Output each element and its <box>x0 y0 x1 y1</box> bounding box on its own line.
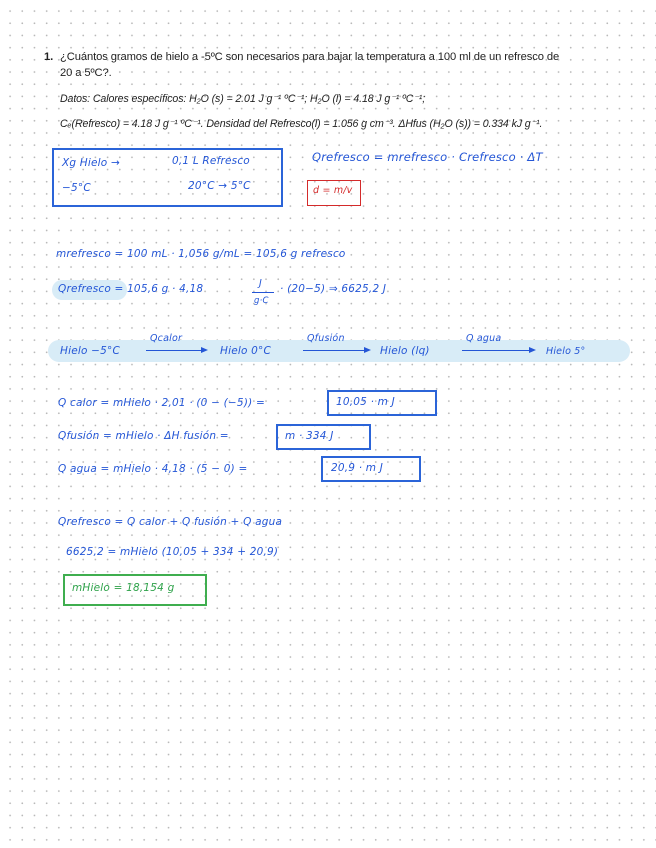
q-refresco-calc-right: · (20−5) ⇒ 6625,2 J <box>280 283 387 295</box>
q-calor-result: 10,05 · m J <box>336 396 395 408</box>
given-refresco: 0,1 L Refresco <box>172 155 250 167</box>
given-refresco-temps: 20°C → 5°C <box>188 180 251 192</box>
question-text-line1: ¿Cuántos gramos de hielo a -5ºC son necesarios para bajar la temperatura a 100 ml de un refresco de <box>60 51 560 63</box>
process-arrow-3 <box>462 350 530 351</box>
process-stage-1: Hielo −5°C <box>60 345 121 357</box>
question-text-line2: 20 a 5ºC?. <box>60 67 112 79</box>
energy-balance: Qrefresco = Q calor + Q fusión + Q agua <box>58 516 283 528</box>
q-calor-expression: Q calor = mHielo · 2,01 · (0 − (−5)) = <box>58 397 265 409</box>
q-agua-expression: Q agua = mHielo · 4,18 · (5 − 0) = <box>58 463 248 475</box>
q-refresco-frac-den: g·C <box>254 296 269 306</box>
density-formula: d = m/v <box>313 185 353 196</box>
q-fusion-result: m · 334 J <box>285 430 334 442</box>
given-hielo: Xg Hielo → <box>62 157 120 169</box>
process-arrow-1 <box>146 350 202 351</box>
process-stage-4: Hielo 5° <box>546 346 586 357</box>
q-refresco-calc-left: Qrefresco = 105,6 g · 4,18 <box>58 283 204 295</box>
q-fusion-expression: Qfusión = mHielo · ΔH fusión = <box>58 430 229 442</box>
arrow-1-head <box>201 347 208 353</box>
arrow-2-head <box>364 347 371 353</box>
question-number: 1. <box>44 51 54 63</box>
mass-refresco-line: mrefresco = 100 mL · 1,056 g/mL = 105,6 g refresco <box>56 248 346 260</box>
process-label-2: Qfusión <box>307 333 345 344</box>
process-arrow-2 <box>303 350 365 351</box>
energy-substitution: 6625,2 = mHielo (10,05 + 334 + 20,9) <box>66 546 279 558</box>
process-stage-2: Hielo 0°C <box>220 345 272 357</box>
final-result: mHielo = 18,154 g <box>72 582 175 594</box>
given-hielo-temp: −5°C <box>62 182 91 194</box>
q-refresco-frac-num: J <box>259 278 263 289</box>
fraction-bar <box>252 292 274 293</box>
arrow-3-head <box>529 347 536 353</box>
q-agua-result: 20,9 · m J <box>331 462 384 474</box>
data-line-1: Datos: Calores específicos: H₂O (s) = 2.01 J g⁻¹ ºC⁻¹; H₂O (l) = 4.18 J g⁻¹ ºC⁻¹; <box>60 93 426 105</box>
process-label-3: Q agua <box>466 333 502 344</box>
heat-formula: Qrefresco = mrefresco · Crefresco · ΔT <box>312 150 543 164</box>
process-stage-3: Hielo (lq) <box>380 345 430 357</box>
process-label-1: Qcalor <box>150 333 183 344</box>
data-line-2: Cₑ(Refresco) = 4.18 J g⁻¹ ºC⁻¹. Densidad del Refresco(l) = 1.056 g cm⁻³. ΔHfus (H₂O (s)) = 0.334 kJ g⁻¹. <box>60 118 543 130</box>
